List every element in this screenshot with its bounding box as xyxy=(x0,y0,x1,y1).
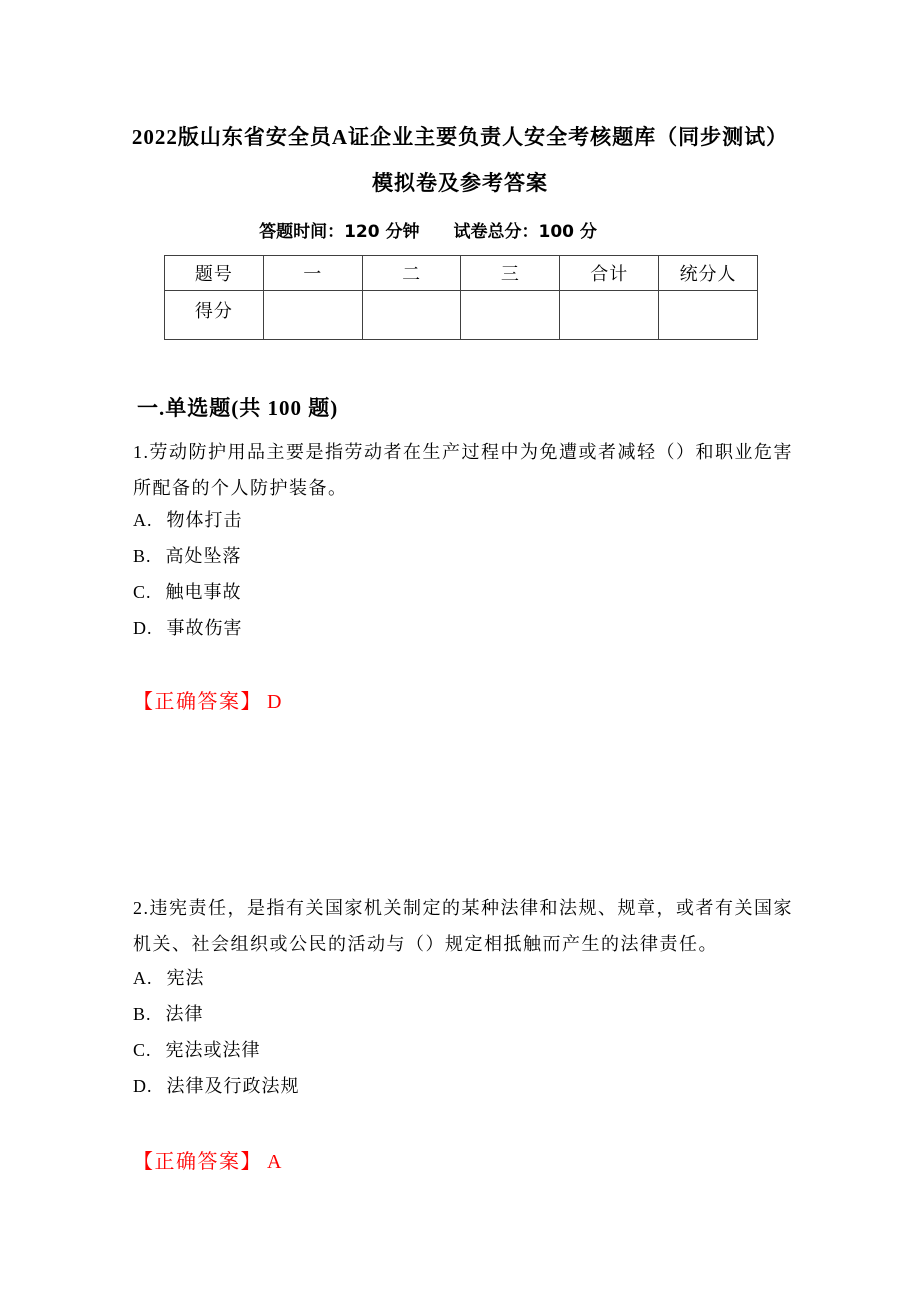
question-1-correct-answer xyxy=(133,690,283,714)
question-2-option-d xyxy=(133,1068,300,1104)
exam-total-score-label: 试卷总分：100 分 xyxy=(453,222,597,242)
score-table-header-total: 合计 xyxy=(560,256,659,291)
score-table-score-row xyxy=(165,291,758,340)
score-table-header-part-3: 三 xyxy=(461,256,560,291)
question-2-correct-answer xyxy=(133,1150,283,1174)
option-label: A. xyxy=(133,968,153,988)
option-label: C. xyxy=(133,1040,152,1060)
option-text: 高处坠落 xyxy=(165,546,242,566)
option-label: B. xyxy=(133,1004,152,1024)
option-text: 宪法 xyxy=(166,968,205,988)
option-text: 法律 xyxy=(165,1004,204,1024)
question-1-options xyxy=(133,502,243,646)
option-text: 事故伤害 xyxy=(166,618,243,638)
option-text: 宪法或法律 xyxy=(165,1040,261,1060)
score-cell xyxy=(461,291,560,340)
question-2-option-c xyxy=(133,1032,300,1068)
option-label: C. xyxy=(133,582,152,602)
question-2-text: 2.违宪责任，是指有关国家机关制定的某种法律和法规、规章，或者有关国家机关、社会组织或公民的活动与（）规定相抵触而产生的法律责任。 xyxy=(133,898,793,954)
question-1-option-a xyxy=(133,502,243,538)
option-text: 法律及行政法规 xyxy=(166,1076,300,1096)
question-2-option-a xyxy=(133,960,300,996)
question-2-option-b xyxy=(133,996,300,1032)
option-text: 物体打击 xyxy=(166,510,243,530)
score-table-header-question-number: 题号 xyxy=(165,256,264,291)
option-label: D. xyxy=(133,1076,153,1096)
question-1-text: 1.劳动防护用品主要是指劳动者在生产过程中为免遭或者减轻（）和职业危害所配备的个人防护装备。 xyxy=(133,442,793,498)
answer-letter: A xyxy=(267,1151,283,1173)
score-table-header-part-1: 一 xyxy=(263,256,362,291)
option-text: 触电事故 xyxy=(165,582,242,602)
question-2-options xyxy=(133,960,300,1104)
question-1-option-b xyxy=(133,538,243,574)
option-label: B. xyxy=(133,546,152,566)
exam-time-label: 答题时间：120 分钟 xyxy=(259,222,420,242)
option-label: A. xyxy=(133,510,153,530)
score-table xyxy=(164,255,758,340)
section-heading-single-choice: 一.单选题(共 100 题) xyxy=(137,396,339,420)
score-cell xyxy=(560,291,659,340)
score-table-header-row xyxy=(165,256,758,291)
answer-prefix: 【正确答案】 xyxy=(133,691,262,713)
document-title: 2022版山东省安全员A证企业主要负责人安全考核题库（同步测试）模拟卷及参考答案 xyxy=(131,125,789,195)
question-1-option-c xyxy=(133,574,243,610)
exam-info xyxy=(0,221,856,244)
answer-prefix: 【正确答案】 xyxy=(133,1151,262,1173)
score-row-label: 得分 xyxy=(165,291,264,340)
score-table-header-part-2: 二 xyxy=(362,256,461,291)
option-label: D. xyxy=(133,618,153,638)
score-cell xyxy=(659,291,758,340)
score-table-header-scorer: 统分人 xyxy=(659,256,758,291)
score-cell xyxy=(362,291,461,340)
answer-letter: D xyxy=(267,691,283,713)
score-cell xyxy=(263,291,362,340)
question-1-option-d xyxy=(133,610,243,646)
